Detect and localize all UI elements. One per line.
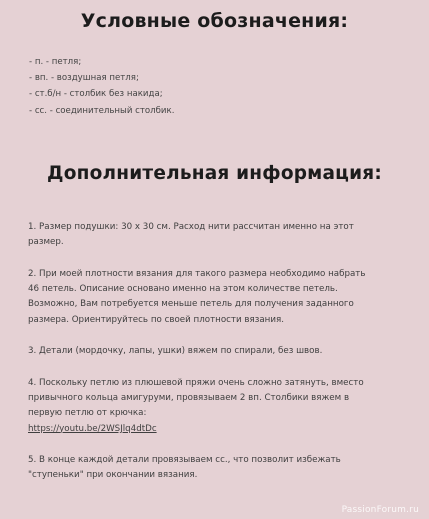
legend-title: Условные обозначения: (80, 10, 349, 32)
additional-info-title: Дополнительная информация: (47, 163, 382, 184)
info-line: 46 петель. Описание основано именно на этом количестве петель. (28, 284, 338, 295)
site-watermark: PassionForum.ru (341, 505, 419, 515)
youtube-video-link[interactable]: https://youtu.be/2WSJlq4dtDc (28, 423, 157, 434)
info-paragraph-3 (28, 344, 413, 359)
info-line: 4. Поскольку петлю из плюшевой пряжи очень сложно затянуть, вместо (28, 377, 364, 388)
info-line: размера. Ориентируйтесь по своей плотности вязания. (28, 314, 284, 325)
info-paragraph-5 (28, 453, 413, 483)
info-line: привычного кольца амигуруми, провязываем 2 вп. Столбики вяжем в (28, 393, 350, 404)
info-paragraph-2 (28, 267, 413, 328)
legend-item: - п. - петля; (29, 57, 82, 67)
info-line: 3. Детали (мордочку, лапы, ушки) вяжем по спирали, без швов. (28, 346, 323, 357)
info-line: 2. При моей плотности вязания для такого размера необходимо набрать (28, 268, 366, 279)
info-line: 1. Размер подушки: 30 х 30 см. Расход нити рассчитан именно на этот (28, 222, 354, 232)
legend-item: - вп. - воздушная петля; (29, 73, 139, 84)
info-line: Возможно, Вам потребуется меньше петель для получения заданного (28, 299, 354, 310)
info-paragraph-1 (28, 220, 413, 250)
legend-item: - ст.б/н - столбик без накида; (29, 89, 163, 100)
info-line: размер. (28, 237, 64, 248)
additional-info-body (28, 220, 413, 500)
info-line: "ступеньки" при окончании вязания. (28, 470, 198, 481)
info-line: 5. В конце каждой детали провязываем сс., что позволит избежать (28, 455, 341, 466)
legend-list (29, 54, 174, 119)
info-paragraph-4 (28, 376, 413, 437)
legend-item: - сс. - соединительный столбик. (29, 105, 175, 116)
info-line: первую петлю от крючка: (28, 408, 147, 419)
